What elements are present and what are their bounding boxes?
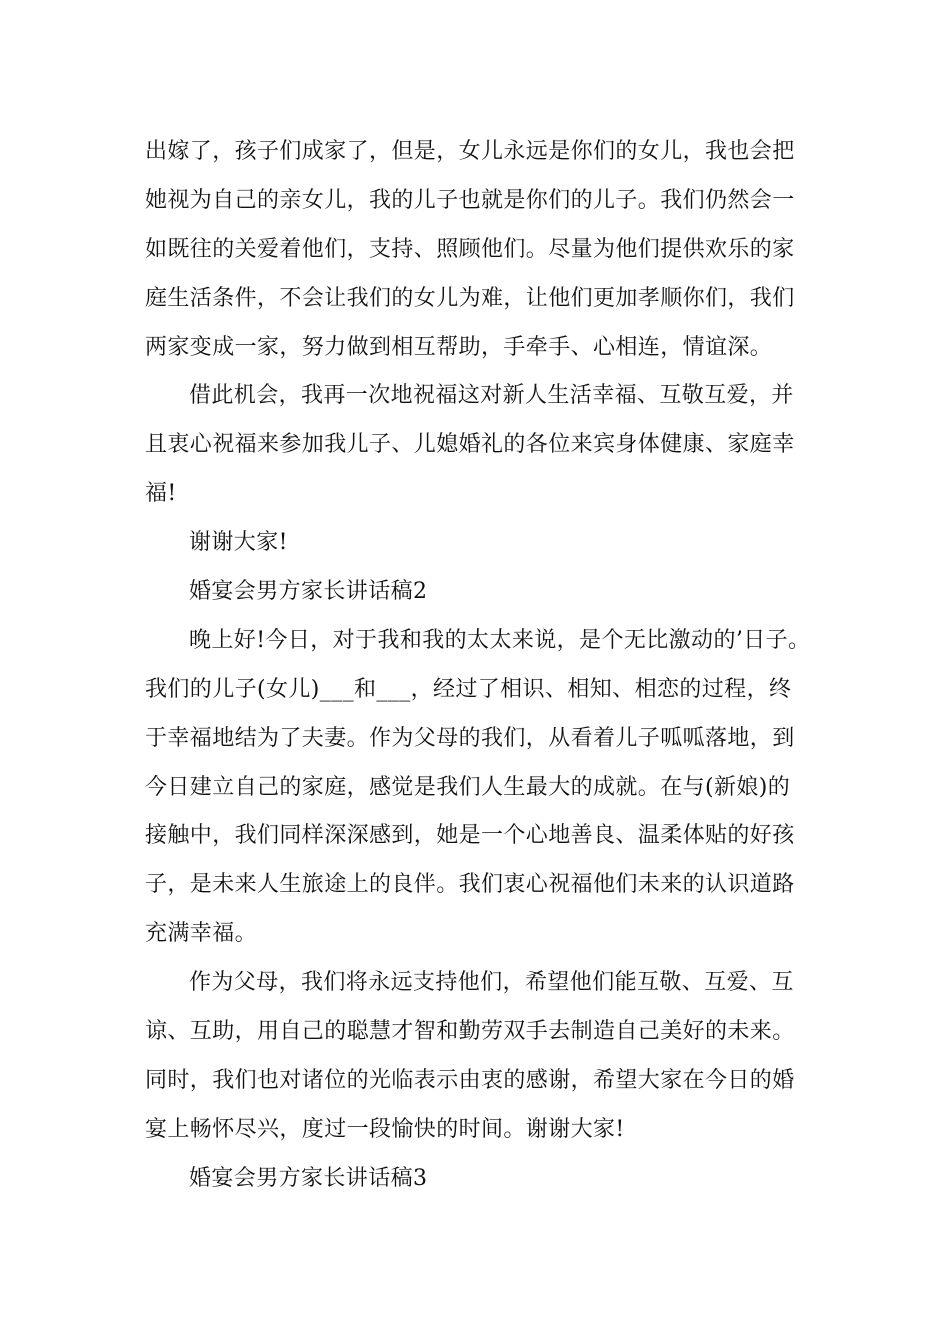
text-line: 我们的儿子(女儿)___和___，经过了相识、相知、相恋的过程，终	[145, 676, 792, 702]
text-line: 两家变成一家，努力做到相互帮助，手牵手、心相连，情谊深。	[145, 334, 773, 360]
text-line: 今日建立自己的家庭，感觉是我们人生最大的成就。在与(新娘)的	[145, 774, 791, 800]
text-line: 于幸福地结为了夫妻。作为父母的我们，从看着儿子呱呱落地，到	[145, 725, 795, 751]
text-line: 谅、互助，用自己的聪慧才智和勤劳双手去制造自己美好的未来。	[145, 1019, 795, 1045]
paragraph-first-line: 借此机会，我再一次地祝福这对新人生活幸福、互敬互爱，并	[189, 383, 794, 409]
text-line: 且衷心祝福来参加我儿子、儿媳婚礼的各位来宾身体健康、家庭幸	[145, 432, 795, 458]
section-heading: 婚宴会男方家长讲话稿3	[189, 1165, 428, 1191]
section-heading: 婚宴会男方家长讲话稿2	[189, 579, 428, 605]
closing-thanks: 谢谢大家!	[189, 530, 288, 556]
text-line: 她视为自己的亲女儿，我的儿子也就是你们的儿子。我们仍然会一	[145, 187, 795, 213]
document-body	[145, 128, 809, 1204]
text-line: 庭生活条件，不会让我们的女儿为难，让他们更加孝顺你们，我们	[145, 285, 795, 311]
text-line: 出嫁了，孩子们成家了，但是，女儿永远是你们的女儿，我也会把	[145, 139, 795, 164]
text-line: 接触中，我们同样深深感到，她是一个心地善良、温柔体贴的好孩	[145, 823, 795, 849]
text-line: 子，是未来人生旅途上的良伴。我们衷心祝福他们未来的认识道路	[145, 872, 795, 898]
text-line: 福!	[145, 481, 177, 507]
paragraph-first-line: 晚上好!今日，对于我和我的太太来说，是个无比激动的’日子。	[189, 627, 811, 653]
text-line: 同时，我们也对诸位的光临表示由衷的感谢，希望大家在今日的婚	[145, 1067, 795, 1093]
paragraph-first-line: 作为父母，我们将永远支持他们，希望他们能互敬、互爱、互	[189, 970, 794, 996]
text-line: 如既往的关爱着他们，支持、照顾他们。尽量为他们提供欢乐的家	[145, 236, 795, 262]
text-line: 宴上畅怀尽兴，度过一段愉快的时间。谢谢大家!	[145, 1116, 625, 1142]
text-line: 充满幸福。	[145, 921, 258, 947]
